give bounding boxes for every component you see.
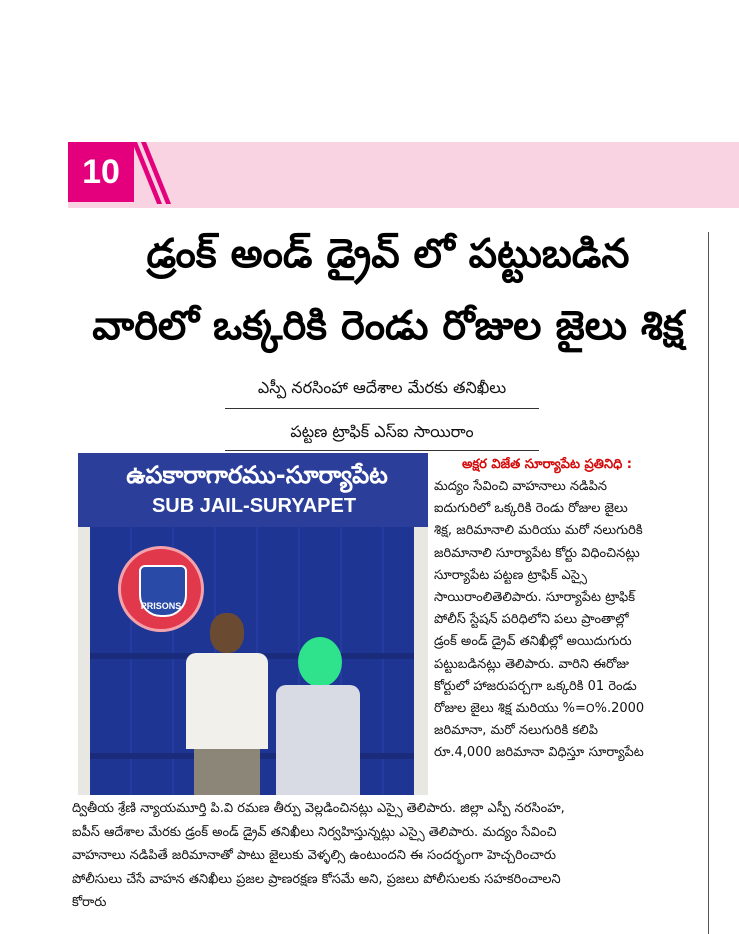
page-number: 10 (82, 153, 120, 191)
news-photo (78, 453, 428, 795)
offender-shirt (276, 685, 360, 795)
subheading-2: పట్టణ ట్రాఫిక్ ఎస్ఐ సాయిరాం (290, 422, 474, 441)
wall (78, 527, 90, 795)
sign-telugu-text: ఉపకారాగారము-సూర్యాపేట (126, 461, 388, 489)
body-line: రూ.4,000 జరిమానా విధిస్తూ సూర్యాపేట (434, 745, 644, 761)
body-line: పోలీసులు చేసే వాహన తనిఖీలు ప్రజల ప్రాణరక్షణ కోసమే అని, ప్రజలు పోలీసులకు సహకరించాలని (72, 871, 561, 887)
body-line: కోర్టులో హాజరుపర్చగా ఒక్కరికి 01 రెండు (434, 678, 637, 694)
body-line: జరిమానాలి సూర్యాపేట కోర్టు విధించినట్లు (434, 545, 640, 561)
column-divider (708, 232, 709, 934)
body-line: పోలీస్ స్టేషన్ పరిధిలోని పలు ప్రాంతాల్లో (434, 612, 629, 628)
byline: అక్షర విజేత సూర్యాపేట ప్రతినిధి : (462, 457, 632, 472)
jail-signboard (78, 453, 428, 527)
body-line: డ్రంక్ అండ్ డ్రైవ్ తనిఖీల్లో అయిదుగురు (434, 634, 632, 650)
blurred-face (298, 637, 342, 687)
body-line: కోరారు (72, 895, 107, 910)
body-line: సాయిరాంలితెలిపారు. సూర్యాపేట ట్రాఫిక్ (434, 590, 635, 606)
body-line: రోజుల జైలు శిక్ష మరియు %=౦%.2000 (434, 701, 645, 717)
article-body-column (434, 476, 692, 765)
officer-trousers (194, 749, 260, 795)
subheading-1: ఎస్పీ నరసింహా ఆదేశాల మేరకు తనిఖీలు (257, 378, 507, 397)
headline-line-2: వారిలో ఒక్కరికి రెండు రోజుల జైలు శిక్ష (92, 303, 684, 349)
body-line: ఐపీస్ ఆదేశాల మేరకు డ్రంక్ అండ్ డ్రైవ్ తనిఖీలు నిర్వహిస్తున్నట్లు ఎస్సై తెలిపారు. మద్యం సేవించి (72, 824, 557, 840)
officer-head (210, 613, 244, 653)
traffic-officer-figure (182, 613, 272, 795)
body-line: సూర్యాపేట పట్టణ ట్రాఫిక్ ఎస్సై (434, 567, 587, 583)
officer-uniform (186, 653, 268, 749)
headline-line-1: డ్రంక్ అండ్ డ్రైవ్ లో పట్టుబడిన (146, 231, 630, 277)
body-line: వాహనాలు నడిపితే జరిమానాతో పాటు జైలుకు వెళ్ళల్సి ఉంటుందని ఈ సందర్భంగా హెచ్చరించారు (72, 848, 556, 863)
offender-figure (276, 637, 360, 795)
wall (414, 527, 428, 795)
subheading-rule (225, 450, 539, 451)
sign-english-text: SUB JAIL-SURYAPET (151, 495, 357, 517)
body-line: పట్టుబడినట్లు తెలిపారు. వారిని ఈరోజు (434, 656, 629, 672)
subheading-rule (225, 408, 539, 409)
body-line: ఐదుగురిలో ఒక్కరికి రెండు రోజుల జైలు (434, 501, 628, 517)
body-line: శిక్ష, జరిమానాలి మరియు మరో నలుగురికి (434, 523, 643, 539)
article-body-full-width (72, 797, 698, 915)
body-line: మద్యం సేవించి వాహనాలు నడిపిన (434, 479, 607, 494)
body-line: జరిమానా, మరో నలుగురికి కలిపి (434, 723, 598, 739)
emblem-label: PRISONS (140, 601, 182, 611)
body-line: ద్వితీయ శ్రేణి న్యాయమూర్తి పి.వి రమణ తీర్పు వెల్లడించినట్లు ఎస్సై తెలిపారు. జిల్లా ఎస్పీ నరసింహ, (72, 801, 565, 816)
